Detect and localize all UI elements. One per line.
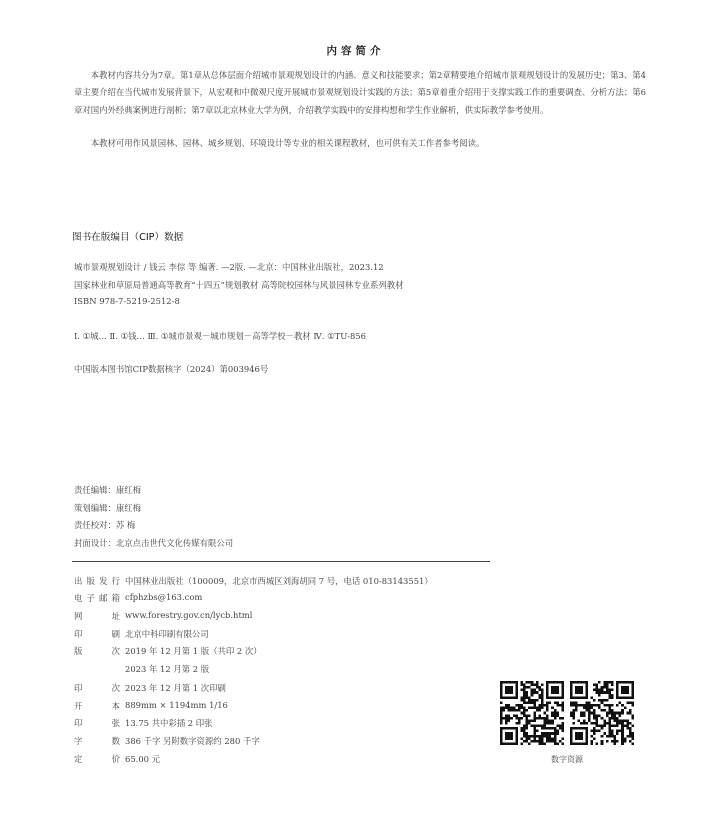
intro-paragraph-2: 本教材可用作风景园林、园林、城乡规划、环境设计等专业的相关课程教材，也可供有关工作者参考阅读。 (90, 138, 485, 148)
cover-designer: 封面设计：北京点击世代文化传媒有限公司 (74, 538, 234, 548)
pub-value: 2023 年 12 月第 1 次印刷 (125, 683, 226, 693)
intro-title: 内容简介 (326, 45, 385, 57)
qr-code-right[interactable] (570, 681, 634, 745)
pub-label: 出版发行 (74, 576, 120, 586)
cip-line-record-number: 中国版本图书馆CIP数据核字（2024）第003946号 (74, 364, 269, 374)
proofreader: 责任校对：苏 梅 (74, 520, 136, 530)
divider (72, 561, 490, 562)
qr-caption: 数字资源 (551, 755, 583, 764)
pub-label: 印次 (74, 683, 120, 693)
responsible-editor: 责任编辑：康红梅 (74, 485, 141, 495)
cip-line-series: 国家林业和草原局普通高等教育“十四五”规划教材 高等院校园林与风景园林专业系列教材 (74, 280, 404, 290)
cip-line-classification: Ⅰ. ①城… Ⅱ. ①钱… Ⅲ. ①城市景观－城市规划－高等学校－教材 Ⅳ. ①TU-856 (74, 331, 366, 341)
pub-label: 网址 (74, 611, 120, 621)
pub-value: 889mm × 1194mm 1/16 (125, 700, 228, 710)
pub-label: 定价 (74, 754, 120, 764)
cip-heading: 图书在版编目（CIP）数据 (72, 232, 184, 243)
pub-value: 2023 年 12 月第 2 版 (125, 664, 210, 674)
pub-value: 386 千字 另附数字资源约 280 千字 (125, 736, 260, 746)
pub-label: 印张 (74, 718, 120, 728)
pub-value: www.forestry.gov.cn/lycb.html (125, 610, 253, 620)
pub-value: 中国林业出版社（100009，北京市西城区刘海胡同 7 号，电话 010-83143551） (125, 576, 433, 586)
intro-paragraph-1: 本教材内容共分为7章。第1章从总体层面介绍城市景观规划设计的内涵、意义和技能要求；第2章精要地介绍城市景观规划设计的发展历史；第3、第4章主要介绍在当代城市发展背景下，从宏观和中微观尺度开展城市景观规划设计实践的方法；第5章着重介绍用于支撑实践工作的重要调查、分析方法；第6章对国内外经典案例进行剖析；第7章以北京林业大学为例，介绍教学实践中的安排构想和学生作业解析，供实际教学参考使用。 (74, 70, 646, 115)
qr-codes[interactable] (500, 680, 634, 746)
pub-value: 2019 年 12 月第 1 版（共印 2 次） (125, 646, 262, 656)
pub-value: cfphzbs@163.com (125, 592, 203, 602)
pub-label: 字数 (74, 736, 120, 746)
pub-value: 65.00 元 (125, 754, 161, 764)
cip-line-isbn: ISBN 978-7-5219-2512-8 (74, 296, 180, 306)
pub-value: 13.75 共中彩插 2 印张 (125, 718, 213, 728)
pub-label: 开本 (74, 701, 120, 711)
planning-editor: 策划编辑：康红梅 (74, 503, 141, 513)
pub-label: 电子邮箱 (74, 593, 120, 603)
qr-code-left[interactable] (500, 681, 564, 745)
pub-label: 印刷 (74, 629, 120, 639)
pub-value: 北京中科印刷有限公司 (125, 629, 209, 639)
pub-label: 版次 (74, 646, 120, 656)
cip-line-title: 城市景观规划设计 / 钱云 李倧 等 编著. —2版. —北京：中国林业出版社，2023.12 (74, 262, 384, 272)
